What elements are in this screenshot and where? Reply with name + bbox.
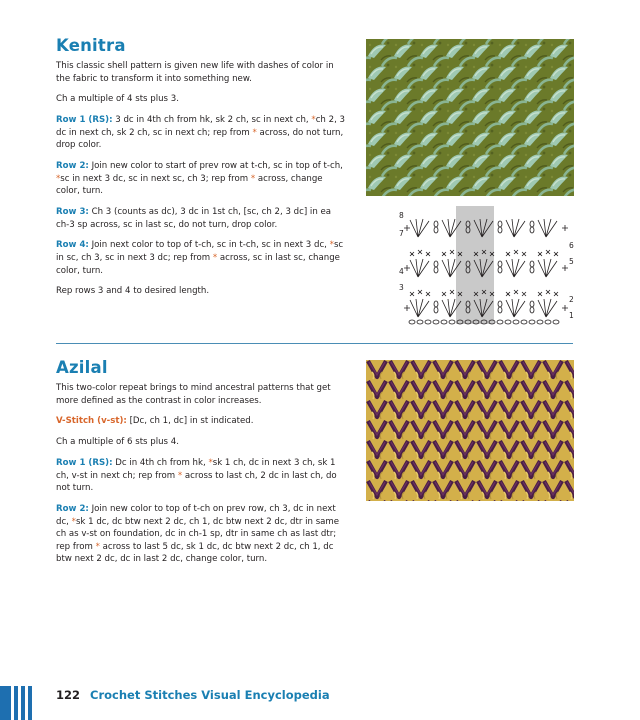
section-divider: [56, 343, 573, 344]
repeat-star: *: [212, 253, 218, 264]
row-text: sk 1 ch, dc in next 3 ch, sk 1 ch, v-st in next ch; rep from: [56, 457, 336, 481]
azilal-title: Azilal: [56, 358, 108, 377]
repeat-star: *: [208, 457, 213, 468]
row-text: Join new color to start of prev row at t-ch, sc in top of t-ch,: [88, 161, 343, 172]
chart-row-number: 5: [569, 257, 574, 266]
row-text: sk 1 dc, dc btw next 2 dc, ch 1, dc btw next 2 dc, dtr in same ch as v-st on foundation, dc in ch-1 sp, dtr in same ch as last dtr; rep from: [56, 516, 340, 552]
chart-row-number: 2: [569, 295, 574, 304]
row-text: across, change color, turn.: [56, 173, 323, 197]
row-label: Row 2:: [56, 503, 89, 514]
row-text: across to last 5 dc, sk 1 dc, dc btw next 2 dc, ch 1, dc btw next 2 dc, dc in last 2 dc, change color, turn.: [56, 541, 334, 565]
kenitra-stitch-chart: [396, 204, 578, 332]
row-label: Row 1 (RS):: [56, 457, 113, 468]
repeat-star: *: [177, 470, 183, 481]
vstitch-label: V-Stitch (v-st):: [56, 416, 127, 427]
row-text: Join next color to top of t-ch, sc in t-ch, sc in next 3 dc,: [88, 240, 330, 251]
chart-row-number: 4: [399, 267, 404, 276]
repeat-star: *: [329, 240, 334, 251]
repeat-star: *: [56, 173, 61, 184]
kenitra-row4: [56, 239, 346, 277]
row-label: Row 4:: [56, 240, 89, 251]
kenitra-repeat: Rep rows 3 and 4 to desired length.: [56, 286, 210, 297]
row-label: Row 3:: [56, 207, 89, 218]
row-text: sc in sc, ch 3, sc in next 3 dc; rep from: [56, 240, 344, 264]
row-text: Join new color to top of t-ch on prev row, ch 3, dc in next dc,: [56, 503, 336, 527]
kenitra-chain: Ch a multiple of 4 sts plus 3.: [56, 94, 179, 105]
chart-row-number: 8: [399, 211, 404, 220]
kenitra-row3: [56, 206, 346, 231]
vstitch-text: [Dc, ch 1, dc] in st indicated.: [126, 416, 254, 427]
kenitra-instructions: [56, 60, 346, 306]
row-text: 3 dc in 4th ch from hk, sk 2 ch, sc in next ch,: [112, 115, 312, 126]
row-text: across to last ch, 2 dc in last ch, do not turn.: [56, 470, 337, 494]
kenitra-row2: [56, 160, 346, 198]
azilal-row2: [56, 503, 346, 566]
kenitra-title: Kenitra: [56, 36, 126, 55]
chart-row-number: 7: [399, 229, 404, 238]
row-text: Dc in 4th ch from hk,: [112, 457, 209, 468]
row-text: across, do not turn, drop color.: [56, 127, 344, 151]
repeat-star: *: [95, 541, 100, 552]
azilal-swatch-photo: [366, 360, 574, 501]
chart-row-number: 3: [399, 283, 404, 292]
row-label: Row 2:: [56, 161, 89, 172]
footer-color-bars: [0, 686, 48, 720]
page-footer: [56, 688, 330, 702]
azilal-vstitch: [56, 415, 346, 428]
azilal-chain: Ch a multiple of 6 sts plus 4.: [56, 437, 179, 448]
chart-row-number: 1: [569, 311, 574, 320]
azilal-instructions: [56, 382, 346, 574]
azilal-row1: [56, 457, 346, 495]
row-text: sc in next 3 dc, sc in next sc, ch 3; rep from: [60, 173, 251, 184]
azilal-intro: This two-color repeat brings to mind ancestral patterns that get more defined as the contrast in color increases.: [56, 383, 331, 406]
repeat-star: *: [311, 115, 316, 126]
row-label: Row 1 (RS):: [56, 115, 113, 126]
kenitra-swatch-photo: [366, 39, 574, 196]
page-number: 122: [56, 688, 81, 702]
repeat-star: *: [250, 173, 256, 184]
row-text: across, sc in last sc, change color, turn.: [56, 253, 340, 276]
kenitra-row1: [56, 114, 346, 152]
row-text: Ch 3 (counts as dc), 3 dc in 1st ch, [sc, ch 2, 3 dc] in ea ch-3 sp across, sc in last sc, do not turn, drop color.: [56, 207, 332, 230]
repeat-star: *: [252, 127, 257, 138]
repeat-highlight: [456, 206, 494, 324]
chart-row-number: 6: [569, 241, 574, 250]
book-title: Crochet Stitches Visual Encyclopedia: [90, 688, 330, 702]
row-text: ch 2, 3 dc in next ch, sk 2 ch, sc in next ch; rep from: [56, 115, 346, 138]
repeat-star: *: [71, 516, 76, 527]
kenitra-intro: This classic shell pattern is given new life with dashes of color in the fabric to transform it into something new.: [56, 61, 334, 84]
